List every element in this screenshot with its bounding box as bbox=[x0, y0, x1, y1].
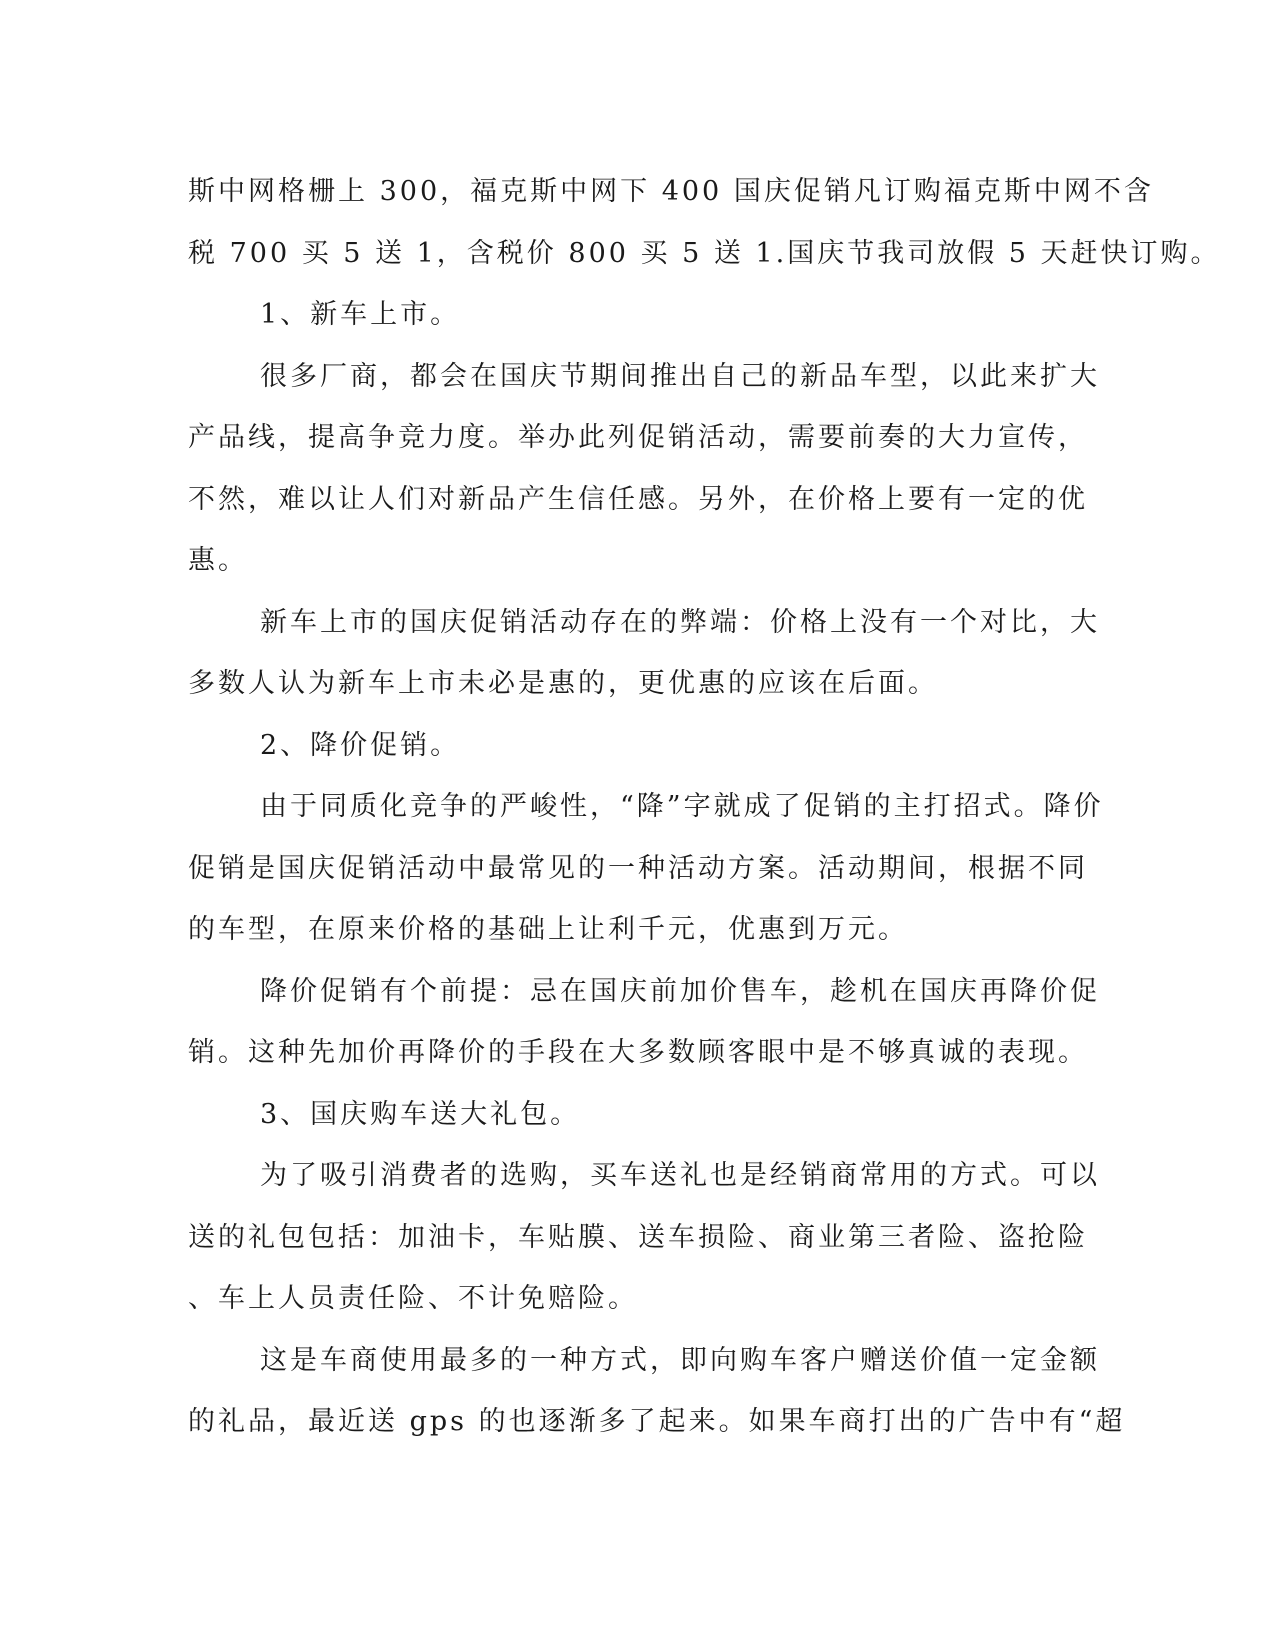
text-line: 、车上人员责任险、不计免赔险。 bbox=[188, 1283, 638, 1314]
text-line: 斯中网格栅上 300，福克斯中网下 400 国庆促销凡订购福克斯中网不含 bbox=[188, 176, 1154, 207]
text-line: 促销是国庆促销活动中最常见的一种活动方案。活动期间，根据不同 bbox=[188, 852, 1088, 884]
text-line: 送的礼包包括：加油卡，车贴膜、送车损险、商业第三者险、盗抢险 bbox=[188, 1221, 1088, 1253]
text-line: 多数人认为新车上市未必是惠的，更优惠的应该在后面。 bbox=[188, 668, 938, 699]
text-line: 税 700 买 5 送 1，含税价 800 买 5 送 1.国庆节我司放假 5 天赶快订购。 bbox=[188, 237, 1221, 269]
section-heading: 3、国庆购车送大礼包。 bbox=[260, 1098, 581, 1130]
section-heading: 1、新车上市。 bbox=[260, 299, 461, 330]
text-line: 降价促销有个前提：忌在国庆前加价售车，趁机在国庆再降价促 bbox=[260, 975, 1100, 1007]
text-line: 的车型，在原来价格的基础上让利千元，优惠到万元。 bbox=[188, 914, 908, 945]
text-line: 很多厂商，都会在国庆节期间推出自己的新品车型，以此来扩大 bbox=[260, 360, 1100, 392]
section-heading: 2、降价促销。 bbox=[260, 729, 461, 761]
document-body bbox=[188, 161, 1221, 1453]
text-line: 产品线，提高争竞力度。举办此列促销活动，需要前奏的大力宣传， bbox=[188, 422, 1088, 453]
text-line: 惠。 bbox=[188, 545, 248, 576]
text-line: 新车上市的国庆促销活动存在的弊端：价格上没有一个对比，大 bbox=[260, 606, 1100, 638]
text-line: 由于同质化竞争的严峻性，“降”字就成了促销的主打招式。降价 bbox=[260, 791, 1104, 822]
text-line: 不然，难以让人们对新品产生信任感。另外，在价格上要有一定的优 bbox=[188, 483, 1088, 515]
text-line: 的礼品，最近送 gps 的也逐渐多了起来。如果车商打出的广告中有“超 bbox=[188, 1406, 1126, 1437]
text-line: 为了吸引消费者的选购，买车送礼也是经销商常用的方式。可以 bbox=[260, 1160, 1100, 1191]
text-line: 这是车商使用最多的一种方式，即向购车客户赠送价值一定金额 bbox=[260, 1344, 1100, 1376]
text-line: 销。这种先加价再降价的手段在大多数顾客眼中是不够真诚的表现。 bbox=[188, 1037, 1088, 1068]
